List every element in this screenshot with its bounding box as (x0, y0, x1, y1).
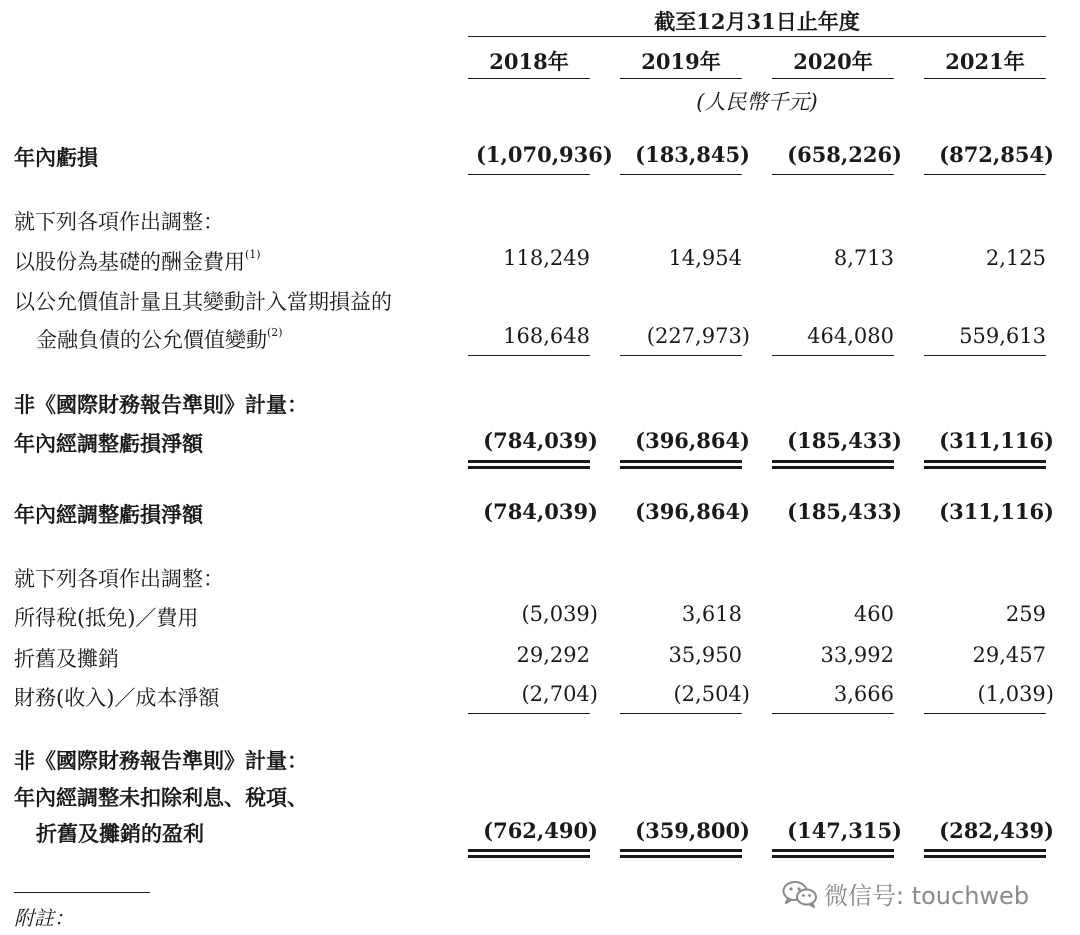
cell-value: 3,618 (681, 602, 742, 626)
row-label-loss-for-year: 年內虧損 (14, 145, 98, 170)
cell-value: 118,249 (503, 246, 590, 270)
year-header-rule (468, 78, 590, 79)
cell-value: 259 (1005, 602, 1046, 626)
cell-value: 460 (853, 602, 894, 626)
cell-value: (5,039) (521, 602, 598, 626)
row-label-fair-value-line1: 以公允價值計量且其變動計入當期損益的 (14, 290, 392, 314)
footnote-ref: (2) (267, 326, 283, 339)
cell-value: (658,226) (787, 142, 902, 167)
cell-value: 35,950 (668, 643, 742, 667)
period-header: 截至12月31日止年度 (654, 9, 860, 34)
period-header-rule (468, 36, 1046, 37)
cell-value: 29,457 (972, 643, 1046, 667)
footnote-rule (14, 892, 150, 893)
row-label-share-based-compensation: 以股份為基礎的酬金費用$^{(1)}$ (14, 248, 261, 274)
row-label-non-ifrs-measure: 非《國際財務報告準則》計量： (14, 392, 308, 417)
row-label-income-tax: 所得稅(抵免)／費用 (14, 606, 199, 630)
cell-value: (1,039) (977, 682, 1054, 706)
row-label-adjusted-net-loss: 年內經調整虧損淨額 (14, 502, 203, 527)
cell-value: (872,854) (939, 142, 1054, 167)
cell-value: (282,439) (939, 818, 1054, 843)
double-rule (468, 460, 590, 469)
double-rule (620, 849, 742, 858)
double-rule (924, 460, 1046, 469)
cell-value: 3,666 (833, 682, 894, 706)
cell-rule (924, 174, 1046, 175)
watermark (782, 876, 1029, 911)
year-header-rule (620, 78, 742, 79)
row-label-fair-value-change: 金融負債的公允價值變動$^{(2)}$ (36, 326, 283, 352)
cell-value: (784,039) (483, 428, 598, 453)
cell-value: 33,992 (820, 643, 894, 667)
footnote-label: 附註： (14, 906, 74, 930)
cell-value: (185,433) (787, 499, 902, 524)
row-label-non-ifrs-measure: 非《國際財務報告準則》計量： (14, 748, 308, 773)
cell-value: (2,504) (673, 682, 750, 706)
cell-value: 8,713 (833, 246, 894, 270)
cell-rule (620, 355, 742, 356)
year-2020-header: 2020年 (793, 49, 873, 74)
cell-rule (772, 713, 894, 714)
year-2018-header: 2018年 (489, 49, 569, 74)
cell-rule (468, 174, 590, 175)
cell-value: (185,433) (787, 428, 902, 453)
cell-value: (227,973) (646, 324, 750, 348)
cell-value: (147,315) (787, 818, 902, 843)
cell-value: 29,292 (516, 643, 590, 667)
row-label-adjustments: 就下列各項作出調整： (14, 210, 224, 234)
cell-rule (468, 355, 590, 356)
cell-value: 464,080 (807, 324, 894, 348)
row-label-finance-net: 財務(收入)／成本淨額 (14, 686, 220, 710)
cell-value: (2,704) (521, 682, 598, 706)
cell-value: 168,648 (503, 324, 590, 348)
year-2019-header: 2019年 (641, 49, 721, 74)
row-label-adjustments: 就下列各項作出調整： (14, 567, 224, 591)
watermark-text: 微信号: touchweb (824, 882, 1030, 910)
cell-value: (396,864) (635, 428, 750, 453)
cell-value: (311,116) (939, 428, 1054, 453)
cell-rule (924, 713, 1046, 714)
cell-rule (620, 174, 742, 175)
double-rule (620, 460, 742, 469)
row-label-adjusted-ebitda: 折舊及攤銷的盈利 (36, 821, 204, 846)
cell-value: (1,070,936) (476, 142, 613, 167)
row-label-adjusted-net-loss: 年內經調整虧損淨額 (14, 431, 203, 456)
cell-rule (924, 355, 1046, 356)
cell-value: 2,125 (985, 246, 1046, 270)
year-header-rule (924, 78, 1046, 79)
row-label-adjusted-ebitda-line1: 年內經調整未扣除利息、稅項、 (14, 785, 308, 810)
double-rule (924, 849, 1046, 858)
cell-value: 559,613 (959, 324, 1046, 348)
double-rule (772, 849, 894, 858)
double-rule (772, 460, 894, 469)
cell-value: (784,039) (483, 499, 598, 524)
cell-rule (772, 174, 894, 175)
year-2021-header: 2021年 (945, 49, 1025, 74)
cell-rule (772, 355, 894, 356)
cell-value: (183,845) (635, 142, 750, 167)
cell-rule (620, 713, 742, 714)
year-header-rule (772, 78, 894, 79)
cell-value: (762,490) (483, 818, 598, 843)
double-rule (468, 849, 590, 858)
currency-unit: (人民幣千元) (696, 90, 818, 114)
cell-value: 14,954 (668, 246, 742, 270)
cell-value: (359,800) (635, 818, 750, 843)
cell-rule (468, 713, 590, 714)
cell-value: (396,864) (635, 499, 750, 524)
cell-value: (311,116) (939, 499, 1054, 524)
footnote-ref: (1) (245, 248, 261, 261)
row-label-depreciation-amortization: 折舊及攤銷 (14, 647, 119, 671)
wechat-icon (782, 880, 818, 908)
